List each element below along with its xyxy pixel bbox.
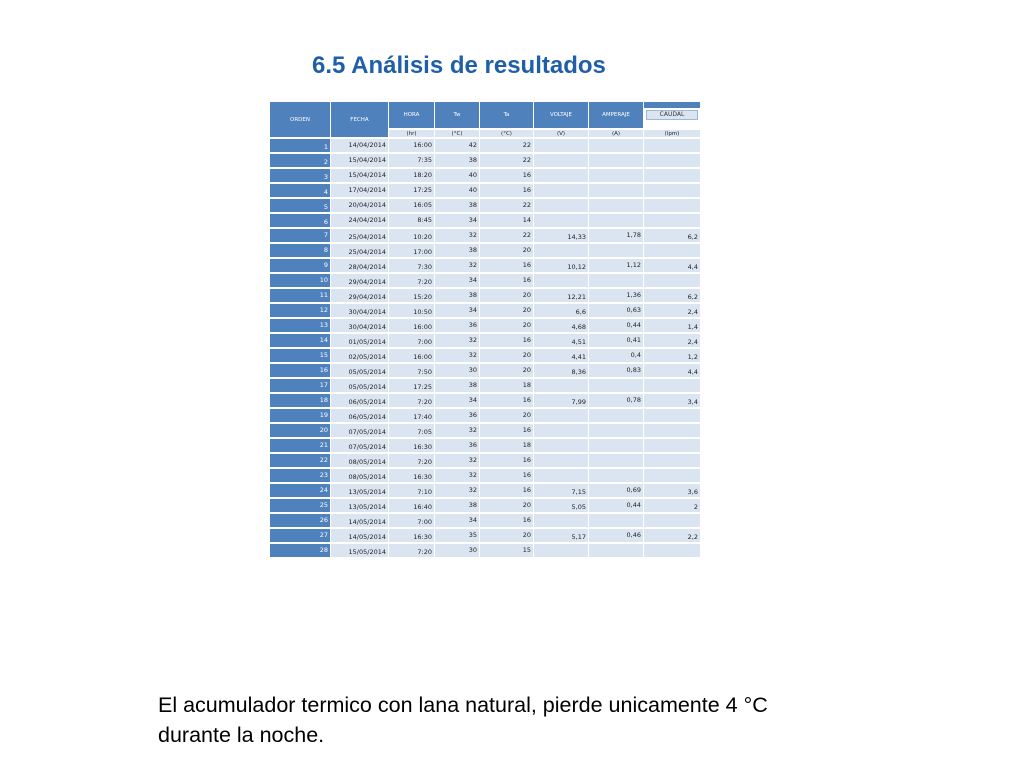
cell-tw: 36 [435,319,480,334]
cell-ta: 20 [480,364,534,379]
header-ta: Ta [480,102,534,130]
cell-caudal [644,379,701,394]
cell-tw: 36 [435,409,480,424]
cell-fecha: 25/04/2014 [331,229,389,244]
cell-ta: 22 [480,139,534,154]
cell-caudal: 1,4 [644,319,701,334]
cell-fecha: 07/05/2014 [331,439,389,454]
cell-ta: 16 [480,454,534,469]
cell-hora: 7:30 [389,259,435,274]
cell-ta: 16 [480,484,534,499]
table-row [270,244,701,259]
table-row [270,274,701,289]
cell-caudal [644,439,701,454]
cell-ta: 16 [480,184,534,199]
caudal-header-label: CAUDAL [646,110,698,120]
cell-orden: 8 [270,244,331,259]
table-row [270,379,701,394]
header-fecha: FECHA [331,102,389,139]
cell-ta: 20 [480,289,534,304]
table-row [270,364,701,379]
cell-orden: 27 [270,529,331,544]
cell-amperaje [589,454,644,469]
table-row [270,199,701,214]
table-row [270,409,701,424]
cell-voltaje: 7,99 [534,394,589,409]
table-row [270,214,701,229]
cell-orden: 21 [270,439,331,454]
cell-hora: 16:05 [389,199,435,214]
cell-tw: 30 [435,544,480,559]
cell-ta: 16 [480,259,534,274]
cell-ta: 22 [480,199,534,214]
cell-voltaje: 5,05 [534,499,589,514]
cell-tw: 34 [435,514,480,529]
cell-hora: 17:00 [389,244,435,259]
cell-fecha: 14/04/2014 [331,139,389,154]
cell-amperaje [589,184,644,199]
cell-fecha: 05/05/2014 [331,364,389,379]
cell-voltaje [534,409,589,424]
cell-tw: 30 [435,364,480,379]
cell-fecha: 30/04/2014 [331,319,389,334]
cell-ta: 18 [480,439,534,454]
cell-voltaje [534,439,589,454]
cell-amperaje [589,379,644,394]
cell-orden: 1 [270,139,331,154]
cell-amperaje [589,514,644,529]
cell-voltaje [534,169,589,184]
cell-hora: 7:20 [389,544,435,559]
cell-orden: 25 [270,499,331,514]
cell-caudal [644,514,701,529]
cell-voltaje: 12,21 [534,289,589,304]
cell-tw: 38 [435,154,480,169]
cell-hora: 15:20 [389,289,435,304]
cell-hora: 7:20 [389,394,435,409]
cell-fecha: 15/05/2014 [331,544,389,559]
cell-tw: 34 [435,214,480,229]
cell-tw: 32 [435,484,480,499]
cell-tw: 32 [435,454,480,469]
cell-tw: 38 [435,379,480,394]
table-row [270,529,701,544]
table-row [270,139,701,154]
cell-tw: 32 [435,229,480,244]
cell-ta: 16 [480,469,534,484]
cell-ta: 20 [480,319,534,334]
cell-ta: 20 [480,244,534,259]
cell-hora: 16:00 [389,139,435,154]
cell-amperaje: 0,44 [589,319,644,334]
cell-tw: 34 [435,394,480,409]
cell-ta: 16 [480,334,534,349]
cell-fecha: 01/05/2014 [331,334,389,349]
caudal-header-bar [644,102,700,108]
table-row [270,484,701,499]
cell-tw: 32 [435,469,480,484]
cell-hora: 18:20 [389,169,435,184]
cell-orden: 16 [270,364,331,379]
cell-orden: 3 [270,169,331,184]
cell-hora: 7:00 [389,514,435,529]
cell-hora: 7:20 [389,454,435,469]
cell-fecha: 14/05/2014 [331,529,389,544]
table-row [270,334,701,349]
cell-caudal [644,184,701,199]
cell-tw: 42 [435,139,480,154]
cell-amperaje: 0,69 [589,484,644,499]
header-orden: ORDEN [270,102,331,139]
cell-fecha: 15/04/2014 [331,169,389,184]
cell-caudal [644,454,701,469]
cell-hora: 16:00 [389,349,435,364]
cell-voltaje [534,184,589,199]
table-row [270,469,701,484]
cell-tw: 32 [435,334,480,349]
cell-caudal [644,244,701,259]
unit-voltaje: (V) [534,130,589,139]
cell-orden: 26 [270,514,331,529]
cell-ta: 16 [480,514,534,529]
cell-caudal [644,544,701,559]
cell-hora: 7:05 [389,424,435,439]
cell-amperaje [589,244,644,259]
cell-hora: 17:25 [389,184,435,199]
cell-voltaje: 4,41 [534,349,589,364]
table-row [270,259,701,274]
header-voltaje: VOLTAJE [534,102,589,130]
cell-orden: 7 [270,229,331,244]
cell-fecha: 29/04/2014 [331,289,389,304]
cell-voltaje [534,454,589,469]
cell-voltaje [534,274,589,289]
cell-hora: 7:10 [389,484,435,499]
cell-amperaje [589,469,644,484]
cell-hora: 7:50 [389,364,435,379]
cell-caudal: 1,2 [644,349,701,364]
cell-fecha: 08/05/2014 [331,469,389,484]
cell-hora: 16:30 [389,529,435,544]
cell-voltaje [534,139,589,154]
cell-amperaje: 0,78 [589,394,644,409]
cell-caudal [644,214,701,229]
table-row [270,349,701,364]
table-row [270,424,701,439]
cell-ta: 18 [480,379,534,394]
cell-amperaje: 0,83 [589,364,644,379]
table-row [270,154,701,169]
table-row [270,514,701,529]
cell-amperaje [589,214,644,229]
cell-caudal [644,169,701,184]
cell-fecha: 14/05/2014 [331,514,389,529]
cell-amperaje [589,169,644,184]
cell-voltaje [534,424,589,439]
cell-voltaje: 6,6 [534,304,589,319]
cell-fecha: 05/05/2014 [331,379,389,394]
cell-caudal: 6,2 [644,289,701,304]
cell-voltaje [534,199,589,214]
table-row [270,319,701,334]
cell-tw: 32 [435,259,480,274]
cell-amperaje [589,274,644,289]
cell-voltaje [534,469,589,484]
cell-amperaje [589,409,644,424]
cell-voltaje: 14,33 [534,229,589,244]
cell-orden: 6 [270,214,331,229]
caption-line-1: El acumulador termico con lana natural, pierde unicamente 4 °C [158,693,768,717]
cell-tw: 32 [435,424,480,439]
cell-fecha: 28/04/2014 [331,259,389,274]
cell-orden: 5 [270,199,331,214]
cell-orden: 2 [270,154,331,169]
cell-amperaje: 1,78 [589,229,644,244]
cell-caudal: 3,4 [644,394,701,409]
cell-fecha: 07/05/2014 [331,424,389,439]
table-row [270,499,701,514]
slide-title: 6.5 Análisis de resultados [312,52,606,79]
cell-voltaje: 10,12 [534,259,589,274]
unit-hora: (hr) [389,130,435,139]
table-row [270,289,701,304]
cell-fecha: 15/04/2014 [331,154,389,169]
table-row [270,184,701,199]
cell-hora: 8:45 [389,214,435,229]
cell-amperaje [589,154,644,169]
unit-amperaje: (A) [589,130,644,139]
table-row [270,544,701,559]
cell-fecha: 06/05/2014 [331,394,389,409]
cell-caudal [644,139,701,154]
cell-voltaje [534,214,589,229]
cell-fecha: 08/05/2014 [331,454,389,469]
cell-caudal: 2,2 [644,529,701,544]
cell-hora: 10:50 [389,304,435,319]
cell-voltaje [534,544,589,559]
cell-ta: 20 [480,349,534,364]
cell-hora: 16:30 [389,439,435,454]
cell-tw: 36 [435,439,480,454]
cell-hora: 7:20 [389,274,435,289]
cell-ta: 22 [480,229,534,244]
cell-caudal: 6,2 [644,229,701,244]
results-table [270,102,701,559]
cell-tw: 38 [435,289,480,304]
header-hora: HORA [389,102,435,130]
cell-orden: 20 [270,424,331,439]
cell-fecha: 02/05/2014 [331,349,389,364]
cell-amperaje [589,424,644,439]
cell-voltaje: 4,51 [534,334,589,349]
cell-caudal [644,154,701,169]
cell-ta: 16 [480,169,534,184]
cell-caudal [644,409,701,424]
header-tw: Tw [435,102,480,130]
cell-ta: 22 [480,154,534,169]
cell-amperaje [589,139,644,154]
cell-voltaje [534,514,589,529]
unit-caudal: (lpm) [644,130,701,139]
cell-hora: 16:30 [389,469,435,484]
cell-fecha: 30/04/2014 [331,304,389,319]
unit-tw: (°C) [435,130,480,139]
cell-voltaje [534,154,589,169]
table-row [270,304,701,319]
cell-tw: 40 [435,184,480,199]
cell-ta: 16 [480,274,534,289]
cell-hora: 7:00 [389,334,435,349]
cell-tw: 38 [435,499,480,514]
cell-orden: 14 [270,334,331,349]
table-row [270,394,701,409]
cell-orden: 24 [270,484,331,499]
cell-orden: 22 [270,454,331,469]
cell-caudal: 2,4 [644,334,701,349]
cell-fecha: 29/04/2014 [331,274,389,289]
cell-hora: 16:40 [389,499,435,514]
cell-caudal: 4,4 [644,364,701,379]
table-row [270,229,701,244]
cell-amperaje [589,544,644,559]
cell-orden: 10 [270,274,331,289]
header-amperaje: AMPERAJE [589,102,644,130]
header-caudal [644,102,701,130]
cell-amperaje: 1,12 [589,259,644,274]
cell-orden: 19 [270,409,331,424]
cell-hora: 17:25 [389,379,435,394]
table-row [270,454,701,469]
cell-orden: 4 [270,184,331,199]
table-body [270,139,701,559]
cell-caudal: 2 [644,499,701,514]
cell-tw: 40 [435,169,480,184]
slide-caption [158,690,918,750]
cell-amperaje: 0,4 [589,349,644,364]
cell-voltaje: 4,68 [534,319,589,334]
cell-orden: 11 [270,289,331,304]
cell-fecha: 17/04/2014 [331,184,389,199]
cell-voltaje: 7,15 [534,484,589,499]
cell-caudal: 2,4 [644,304,701,319]
cell-amperaje: 0,63 [589,304,644,319]
caption-line-2: durante la noche. [158,723,325,747]
cell-caudal [644,199,701,214]
cell-caudal: 4,4 [644,259,701,274]
cell-amperaje: 0,46 [589,529,644,544]
cell-ta: 20 [480,529,534,544]
cell-fecha: 25/04/2014 [331,244,389,259]
cell-orden: 28 [270,544,331,559]
cell-caudal [644,274,701,289]
cell-caudal: 3,6 [644,484,701,499]
cell-ta: 20 [480,499,534,514]
cell-voltaje [534,379,589,394]
cell-fecha: 13/05/2014 [331,499,389,514]
cell-hora: 16:00 [389,319,435,334]
cell-voltaje: 8,36 [534,364,589,379]
cell-amperaje: 1,36 [589,289,644,304]
unit-ta: (°C) [480,130,534,139]
cell-hora: 17:40 [389,409,435,424]
cell-amperaje [589,439,644,454]
cell-ta: 16 [480,424,534,439]
cell-fecha: 13/05/2014 [331,484,389,499]
cell-tw: 34 [435,304,480,319]
cell-ta: 20 [480,409,534,424]
cell-caudal [644,469,701,484]
cell-voltaje [534,244,589,259]
cell-ta: 14 [480,214,534,229]
cell-orden: 12 [270,304,331,319]
cell-caudal [644,424,701,439]
header-row [270,102,701,130]
cell-orden: 15 [270,349,331,364]
cell-hora: 10:20 [389,229,435,244]
cell-fecha: 06/05/2014 [331,409,389,424]
cell-orden: 17 [270,379,331,394]
cell-ta: 20 [480,304,534,319]
cell-amperaje: 0,41 [589,334,644,349]
cell-amperaje [589,199,644,214]
cell-ta: 16 [480,394,534,409]
cell-tw: 34 [435,274,480,289]
table-header [270,102,701,139]
table-row [270,439,701,454]
cell-orden: 23 [270,469,331,484]
cell-tw: 35 [435,529,480,544]
cell-amperaje: 0,44 [589,499,644,514]
cell-ta: 15 [480,544,534,559]
cell-fecha: 20/04/2014 [331,199,389,214]
cell-fecha: 24/04/2014 [331,214,389,229]
cell-tw: 38 [435,244,480,259]
table-row [270,169,701,184]
cell-orden: 13 [270,319,331,334]
cell-hora: 7:35 [389,154,435,169]
cell-tw: 32 [435,349,480,364]
cell-tw: 38 [435,199,480,214]
cell-orden: 18 [270,394,331,409]
cell-orden: 9 [270,259,331,274]
cell-voltaje: 5,17 [534,529,589,544]
